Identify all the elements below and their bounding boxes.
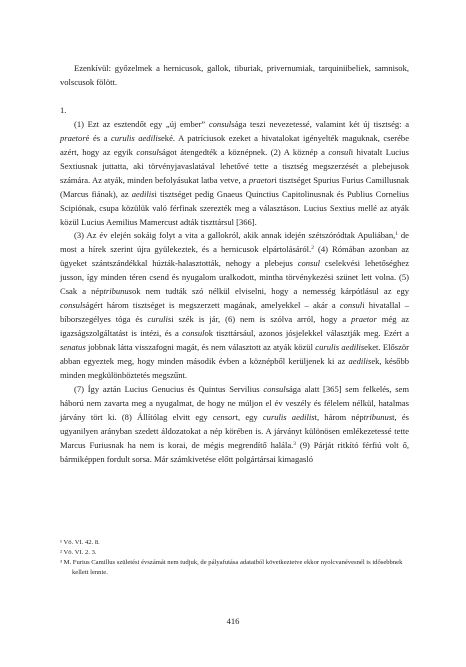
text-run: i szék is jár, (6) nem is szólva arról, hogy a [171, 314, 352, 325]
text-run: é és a [85, 132, 111, 143]
latin-term: consul [182, 328, 205, 339]
latin-term: censor [212, 411, 236, 422]
text-run: i hivatallal – bíborszegélyes tóga és [60, 300, 409, 325]
text-run: ságot átengedték a köznépnek. (2) A köznép a [158, 146, 329, 157]
text-run: i hivatalt Lucius Sextiusnak juttatta, aki törvényjavaslatával lehetővé tette a tisztség megszerzését a plebejusok számára. Az atyák, minden befolyásukat latba vetve, a [60, 146, 409, 185]
footnote-ref: 3 [293, 440, 296, 447]
text-run: t, három nép [314, 411, 364, 422]
latin-term: consul [208, 118, 232, 129]
text-run: t, egy [235, 411, 263, 422]
chapter-number: 1. [60, 104, 67, 115]
text-run: (9) Párját ritkító férfiú volt ő, bármiképpen fordult sorsa. Már számkivetése előtt polgártársai kimagasló [60, 439, 409, 464]
intro-paragraph: Ezenkívül: győzelmek a hernicusok, gallok, tiburiak, privernumiak, tarquiniibeliek, samnisok, volscusok fölött. [60, 63, 409, 87]
text-run: (4) Rómában azonban az ügyeket szántszándékkal húzták-halasztották, nehogy a plebejus [60, 244, 409, 269]
latin-term: consul [60, 300, 83, 311]
text-run: i tisztséget Spurius Furius Camillusnak (Marcus fiának), az [60, 174, 410, 199]
latin-term: curulis [147, 314, 172, 325]
text-run: (3) Az év elején sokáig folyt a vita a gallokról, akik annak idején szétszóródtak Apuliában, [74, 230, 396, 241]
latin-term: senatus [60, 342, 86, 353]
footnotes [60, 538, 409, 577]
paragraph-2 [60, 229, 409, 382]
text-run: i tisztséget pedig Gnaeus Quinctius Capitolinusnak és Publius Cornelius Scipiónak, csupa közülük való férfinak szerezték meg a választáson. Lucius Sextius mellé az atyák közül Lucius Aemilius Mamercust adták tiszttársul [366]. [60, 188, 409, 227]
latin-term: consul [339, 300, 363, 311]
latin-term: aedilis [131, 188, 155, 199]
main-text [60, 62, 409, 467]
latin-term: tribunus [103, 286, 132, 297]
text-run: cselekvési lehetőséghez jusson, így minden téren csend és nyugalom uralkodott, mintha törvénykezési szünet lett volna. (5) Csak a nép [60, 258, 409, 297]
paragraph-3 [60, 383, 409, 467]
latin-term: consul [263, 383, 286, 394]
text-run: de most a hírek szerint újra gyülekeztek, és a hernicusok elpártolásáról. [60, 230, 409, 255]
text-run: eket. Először abban egyeztek meg, hogy minden második évben a köznépből kerüljenek ki az [60, 342, 409, 367]
latin-term: consul [297, 258, 321, 269]
text-run: ságért három tisztséget is megszerzett magának, amelyekkel – akár a [82, 300, 340, 311]
text-run: (1) Ezt az esztendőt egy „új ember” [74, 118, 209, 129]
latin-term: praetor [351, 314, 377, 325]
text-run: t, és ugyanilyen arányban szedett áldozatokat a nép körében is. A járványt különösen emlékezetessé tette Marcus Furiusnak ha nem is korai, de mégis megrendítő halála. [60, 411, 409, 450]
latin-term: consul [136, 146, 159, 157]
text-run: jobbnak látta visszafogni magát, és nem választott az atyák közül [85, 342, 316, 353]
latin-term: curulis aedilis [110, 132, 162, 143]
latin-term: curulis aedilis [315, 342, 365, 353]
latin-term: consul [328, 146, 351, 157]
footnote-2: ² Vö. VI. 2. 3. [60, 549, 97, 557]
text-run: még az igazságszolgáltatást is intézi, és a [60, 314, 409, 339]
text-run: eké. A patríciusok ezeket a hivatalokat igényelték maguknak, cserébe azért, hogy az egyik [60, 132, 409, 157]
paragraph-1 [60, 118, 409, 230]
latin-term: tribunus [363, 411, 393, 422]
text-run: sága alatt [365] sem felkelés, sem háború nem zavarta meg a nyugalmat, de hogy ne múljon el év veszély és félelem nélkül, hatalmas járvány tört ki. (8) Állítólag elvitt egy [60, 383, 409, 422]
footnote-ref: 1 [395, 231, 398, 238]
latin-term: praetor [60, 132, 86, 143]
text-run: ok tiszttársául, azonos jósjelekkel választják meg. Ezért a [204, 328, 409, 339]
latin-term: aedilis [348, 356, 372, 367]
text-run: sága teszi nevezetessé, valamint két új tisztség: a [231, 118, 410, 129]
text-run: (7) Így aztán Lucius Genucius és Quintus Servilius [74, 383, 264, 394]
footnote-3: ³ M. Furius Camillus születési évszámát nem tudjuk, de pályafutása adataiból következtetve ekkor nyolcvanévesnél is idősebbnek kellett lennie. [60, 559, 403, 576]
page-number: 416 [226, 616, 240, 626]
footnote-ref: 2 [311, 245, 314, 252]
latin-term: praetor [248, 174, 275, 185]
text-run: ek, később minden megkülönböztetés megszűnt. [60, 356, 409, 381]
latin-term: curulis aedilis [262, 411, 315, 422]
spacer [60, 90, 409, 104]
text-run: ok nem tudták szó nélkül elviselni, hogy a nemesség kárpótlásul az egy [132, 286, 409, 297]
footnote-1: ¹ Vö. VI. 42. 8. [60, 539, 100, 546]
